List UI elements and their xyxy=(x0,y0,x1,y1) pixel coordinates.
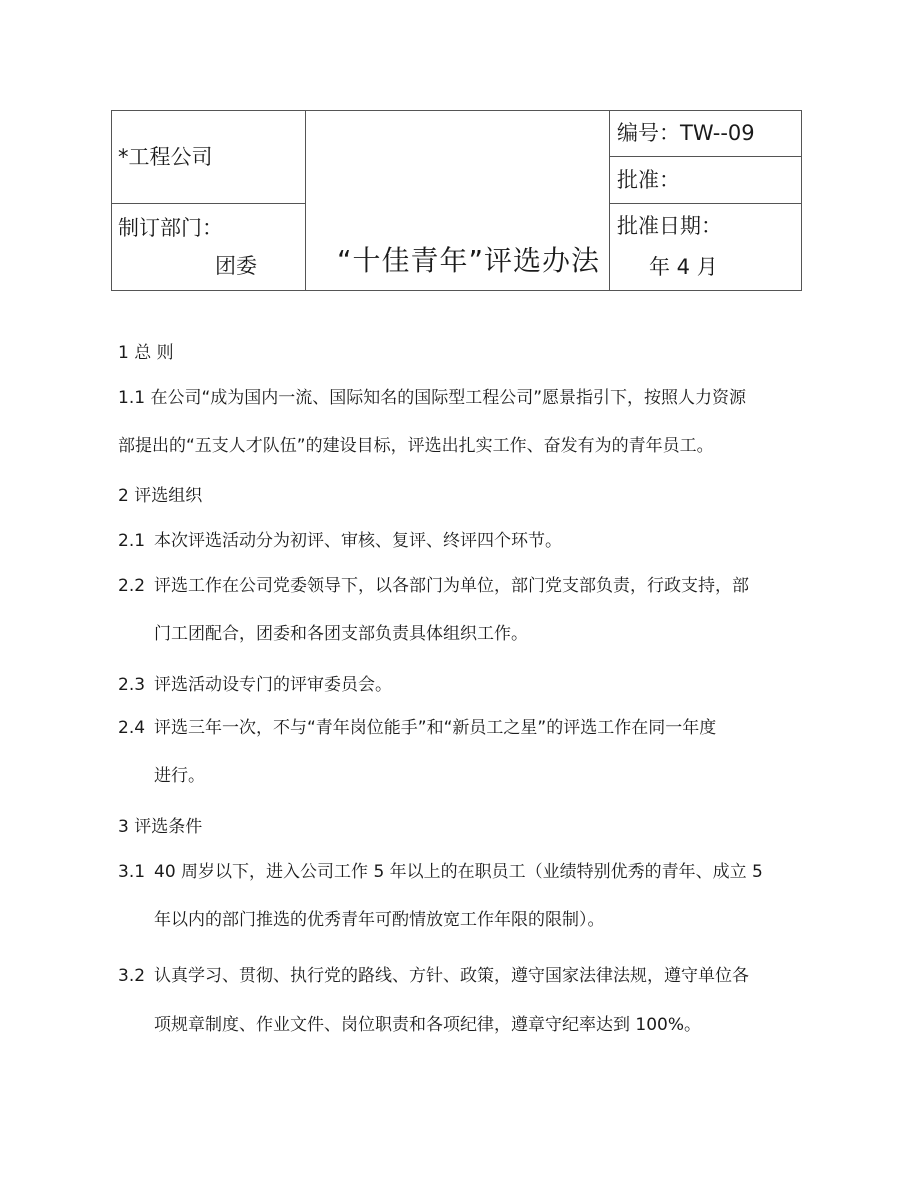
clause-number: 2.3 xyxy=(118,675,146,695)
approve-date-value: 年 4 月 xyxy=(649,255,718,279)
approve-label: 批准： xyxy=(617,168,680,192)
paragraph-line: 认真学习、贯彻、执行党的路线、方针、政策，遵守国家法律法规，遵守单位各 xyxy=(154,966,749,986)
paragraph-line: 40 周岁以下，进入公司工作 5 年以上的在职员工（业绩特别优秀的青年、成立 5 xyxy=(154,862,763,882)
clause-number: 3.2 xyxy=(118,966,146,986)
clause-number: 2.1 xyxy=(118,531,146,551)
paragraph-line: 进行。 xyxy=(154,766,205,786)
paragraph-line: 门工团配合，团委和各团支部负责具体组织工作。 xyxy=(154,624,528,644)
table-divider-right-row2 xyxy=(609,203,802,204)
table-divider-col2 xyxy=(609,110,610,291)
document-number: 编号：TW--09 xyxy=(617,121,755,145)
header-table xyxy=(111,110,802,291)
paragraph-line: 年以内的部门推选的优秀青年可酌情放宽工作年限的限制）。 xyxy=(154,910,605,930)
paragraph-line: 评选活动设专门的评审委员会。 xyxy=(154,675,392,695)
section-heading: 1 总 则 xyxy=(118,343,174,363)
paragraph-line: 评选工作在公司党委领导下，以各部门为单位，部门党支部负责，行政支持，部 xyxy=(154,576,749,596)
dept-label: 制订部门： xyxy=(118,216,223,240)
table-divider-col1 xyxy=(305,110,306,291)
company-name: *工程公司 xyxy=(118,145,213,169)
table-border-left xyxy=(111,110,112,291)
dept-value: 团委 xyxy=(215,254,257,278)
table-border-bottom xyxy=(111,290,802,291)
table-divider-left-row xyxy=(111,203,306,204)
paragraph-line: 部提出的“五支人才队伍”的建设目标，评选出扎实工作、奋发有为的青年员工。 xyxy=(118,436,714,456)
clause-number: 3.1 xyxy=(118,862,146,882)
table-divider-right-row1 xyxy=(609,156,802,157)
document-title: “十佳青年”评选办法 xyxy=(337,244,601,277)
table-border-right xyxy=(801,110,802,291)
paragraph-line: 本次评选活动分为初评、审核、复评、终评四个环节。 xyxy=(154,531,562,551)
paragraph-line: 评选三年一次，不与“青年岗位能手”和“新员工之星”的评选工作在同一年度 xyxy=(154,718,717,738)
approve-date-label: 批准日期： xyxy=(617,214,722,238)
clause-number: 2.4 xyxy=(118,718,146,738)
paragraph-line: 项规章制度、作业文件、岗位职责和各项纪律，遵章守纪率达到 100%。 xyxy=(154,1015,702,1035)
section-heading: 2 评选组织 xyxy=(118,486,203,506)
section-heading: 3 评选条件 xyxy=(118,817,203,837)
paragraph-line: 1.1 在公司“成为国内一流、国际知名的国际型工程公司”愿景指引下，按照人力资源 xyxy=(118,388,747,408)
clause-number: 2.2 xyxy=(118,576,146,596)
table-border-top xyxy=(111,110,802,111)
